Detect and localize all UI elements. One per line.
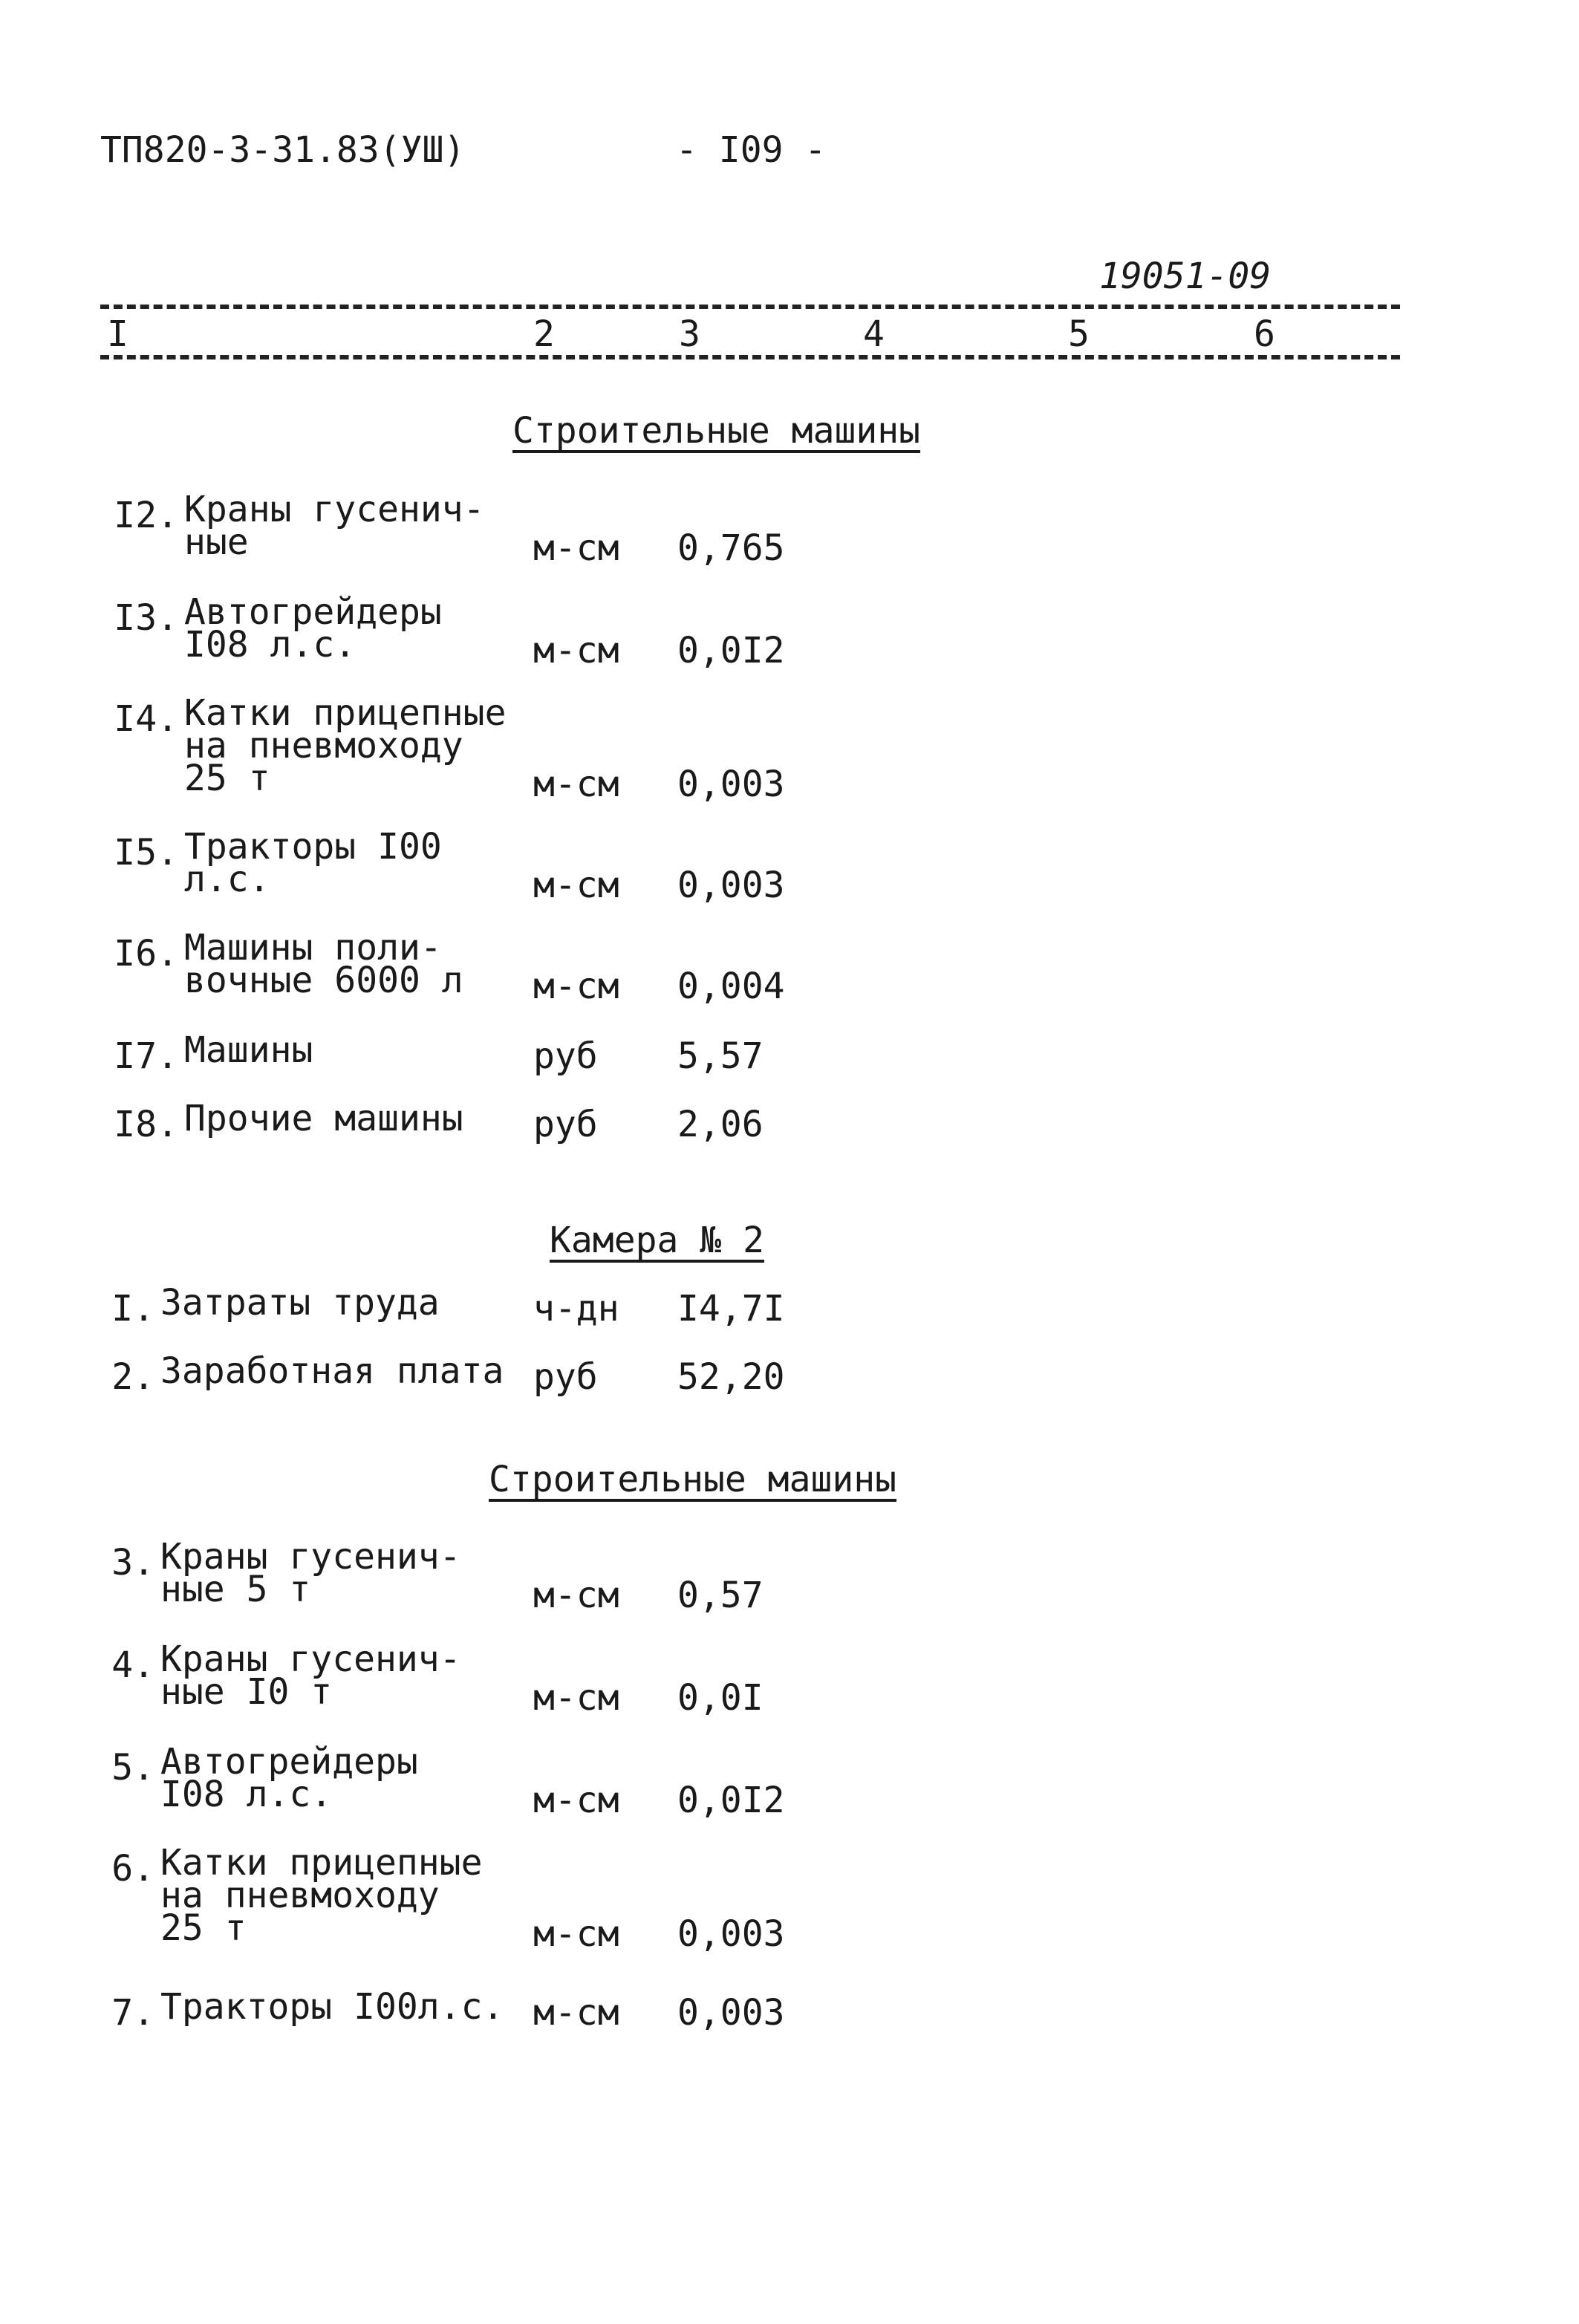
column-number-6: 6: [1249, 316, 1280, 352]
row-name: Машины: [184, 1029, 313, 1071]
row-unit: м-см: [533, 1992, 619, 2034]
row-unit: м-см: [533, 1780, 619, 1821]
row-value: 2,06: [677, 1104, 764, 1145]
row-number: I3.: [114, 597, 178, 639]
row-unit: руб: [533, 1356, 598, 1398]
row-name: Катки прицепные на пневмоходу 25 т: [184, 692, 507, 799]
section-title-construction-machines: Строительные машины: [512, 410, 921, 452]
row-name: Затраты труда: [160, 1282, 440, 1324]
row-number: I2.: [114, 495, 178, 536]
row-number: 6.: [111, 1848, 154, 1890]
sheet-id: 19051-09: [1099, 255, 1272, 297]
row-value: 0,004: [677, 966, 785, 1007]
row-unit: м-см: [533, 527, 619, 569]
row-unit: м-см: [533, 1677, 619, 1719]
row-unit: м-см: [533, 966, 619, 1007]
row-name: Заработная плата: [160, 1350, 504, 1392]
row-name: Краны гусенич- ные 5 т: [160, 1536, 461, 1610]
row-number: 4.: [111, 1644, 154, 1686]
row-unit: м-см: [533, 1575, 619, 1616]
column-number-3: 3: [674, 316, 705, 352]
row-number: 3.: [111, 1542, 154, 1583]
row-name: Краны гусенич- ные: [184, 489, 485, 563]
column-number-2: 2: [529, 316, 559, 352]
row-value: 0,765: [677, 527, 785, 569]
row-number: I5.: [114, 832, 178, 873]
column-number-4: 4: [859, 316, 889, 352]
table-header-bottom-rule: [100, 355, 1400, 359]
row-number: 5.: [111, 1747, 154, 1788]
row-name: Катки прицепные на пневмоходу 25 т: [160, 1842, 483, 1949]
document-code: ТП820-3-31.83(УШ): [100, 129, 466, 171]
row-unit: м-см: [533, 764, 619, 805]
row-value: I4,7I: [677, 1288, 785, 1329]
row-value: 52,20: [677, 1356, 785, 1398]
row-unit: руб: [533, 1035, 598, 1077]
row-name: Тракторы I00 л.с.: [184, 826, 442, 900]
column-number-1: I: [102, 316, 133, 352]
row-name: Машины поли- вочные 6000 л: [184, 927, 463, 1001]
row-value: 0,003: [677, 1913, 785, 1955]
row-unit: м-см: [533, 1913, 619, 1955]
section-title-construction-machines-2: Строительные машины: [489, 1459, 897, 1500]
row-value: 0,0I: [677, 1677, 764, 1719]
row-value: 0,0I2: [677, 630, 785, 671]
row-name: Тракторы I00л.с.: [160, 1986, 504, 2028]
row-number: I4.: [114, 698, 178, 740]
row-number: 2.: [111, 1356, 154, 1398]
row-number: I8.: [114, 1104, 178, 1145]
row-number: I6.: [114, 933, 178, 974]
table-header-top-rule: [100, 305, 1400, 309]
row-unit: м-см: [533, 630, 619, 671]
row-number: I7.: [114, 1035, 178, 1077]
row-value: 0,003: [677, 865, 785, 906]
row-value: 0,003: [677, 764, 785, 805]
row-name: Автогрейдеры I08 л.с.: [160, 1741, 418, 1815]
row-value: 0,57: [677, 1575, 764, 1616]
row-unit: ч-дн: [533, 1288, 619, 1329]
row-number: I.: [111, 1288, 154, 1329]
row-value: 0,0I2: [677, 1780, 785, 1821]
row-value: 5,57: [677, 1035, 764, 1077]
row-value: 0,003: [677, 1992, 785, 2034]
row-unit: м-см: [533, 865, 619, 906]
section-title-chamber-2: Камера № 2: [550, 1220, 764, 1261]
column-number-5: 5: [1064, 316, 1094, 352]
row-name: Автогрейдеры I08 л.с.: [184, 591, 442, 665]
row-number: 7.: [111, 1992, 154, 2034]
page-number: - I09 -: [676, 129, 827, 171]
row-name: Прочие машины: [184, 1098, 463, 1139]
row-unit: руб: [533, 1104, 598, 1145]
row-name: Краны гусенич- ные I0 т: [160, 1638, 461, 1713]
